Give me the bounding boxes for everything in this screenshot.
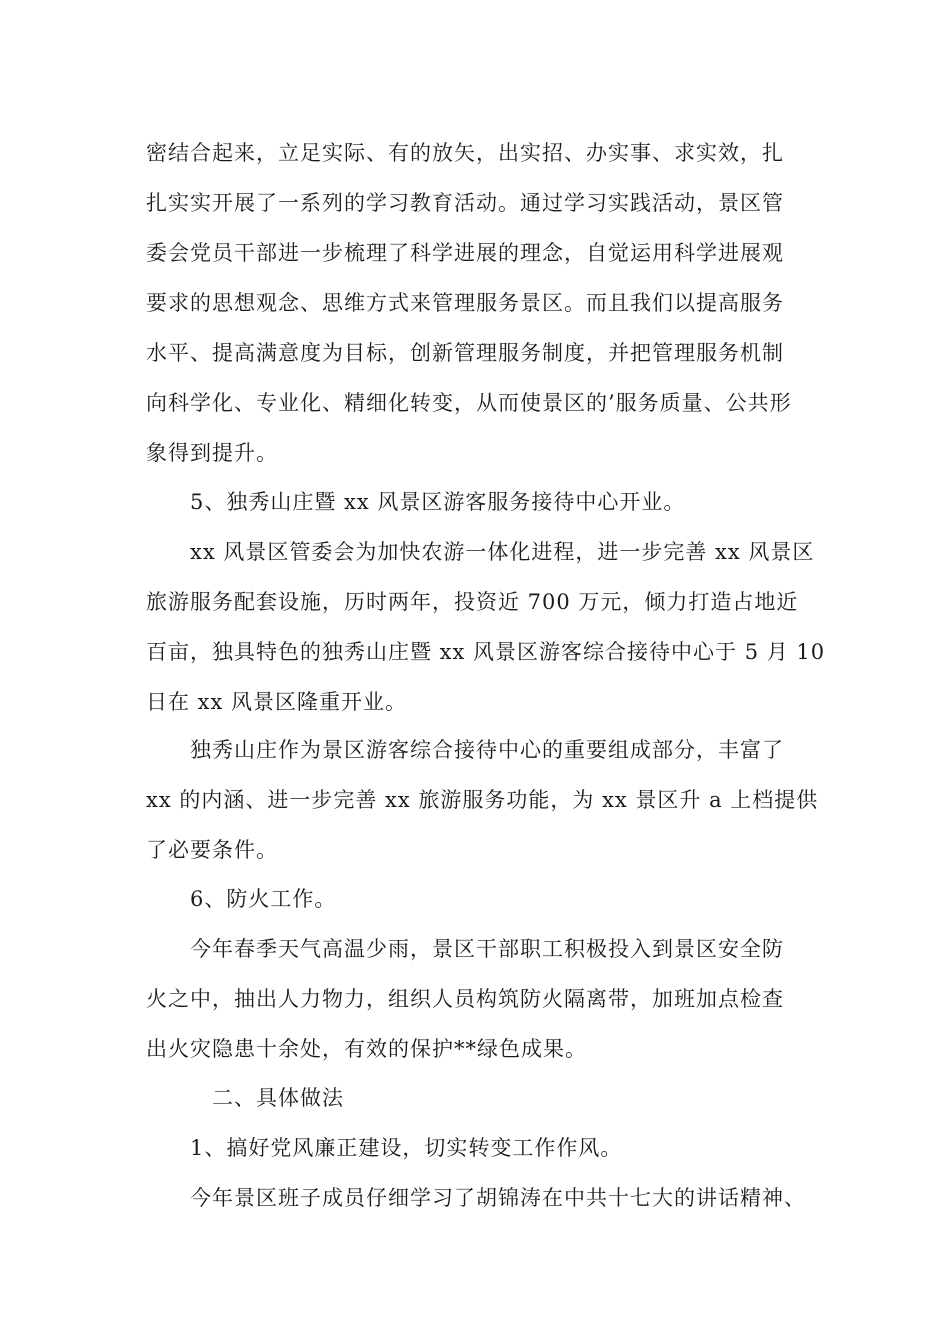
paragraph-line: xx 风景区管委会为加快农游一体化进程，进一步完善 xx 风景区 xyxy=(190,540,815,564)
paragraph-line: 了必要条件。 xyxy=(146,838,278,862)
paragraph-line: 今年春季天气高温少雨，景区干部职工积极投入到景区安全防 xyxy=(190,937,784,961)
paragraph-line: 日在 xx 风景区隆重开业。 xyxy=(146,690,408,714)
paragraph-line: 向科学化、专业化、精细化转变，从而使景区的’服务质量、公共形 xyxy=(146,391,792,415)
paragraph-line: xx 的内涵、进一步完善 xx 旅游服务功能，为 xx 景区升 a 上档提供 xyxy=(146,788,819,812)
paragraph-line: 委会党员干部进一步梳理了科学进展的理念，自觉运用科学进展观 xyxy=(146,241,784,265)
paragraph-line: 出火灾隐患十余处，有效的保护**绿色成果。 xyxy=(146,1037,587,1061)
paragraph-line: 独秀山庄作为景区游客综合接待中心的重要组成部分，丰富了 xyxy=(190,738,784,762)
paragraph-line: 密结合起来，立足实际、有的放矢，出实招、办实事、求实效，扎 xyxy=(146,141,784,165)
paragraph-line: 扎实实开展了一系列的学习教育活动。通过学习实践活动，景区管 xyxy=(146,191,784,215)
section-heading: 二、具体做法 xyxy=(212,1086,344,1110)
paragraph-line: 百亩，独具特色的独秀山庄暨 xx 风景区游客综合接待中心于 5 月 10 xyxy=(146,640,826,664)
paragraph-line: 要求的思想观念、思维方式来管理服务景区。而且我们以提高服务 xyxy=(146,291,784,315)
section-heading: 5、独秀山庄暨 xx 风景区游客服务接待中心开业。 xyxy=(190,490,686,514)
paragraph-line: 火之中，抽出人力物力，组织人员构筑防火隔离带，加班加点检查 xyxy=(146,987,784,1011)
section-heading: 1、搞好党风廉正建设，切实转变工作作风。 xyxy=(190,1136,623,1160)
paragraph-line: 象得到提升。 xyxy=(146,441,278,465)
paragraph-line: 旅游服务配套设施，历时两年，投资近 700 万元，倾力打造占地近 xyxy=(146,590,799,614)
paragraph-line: 今年景区班子成员仔细学习了胡锦涛在中共十七大的讲话精神、 xyxy=(190,1186,806,1210)
section-heading: 6、防火工作。 xyxy=(190,887,337,911)
paragraph-line: 水平、提高满意度为目标，创新管理服务制度，并把管理服务机制 xyxy=(146,341,784,365)
